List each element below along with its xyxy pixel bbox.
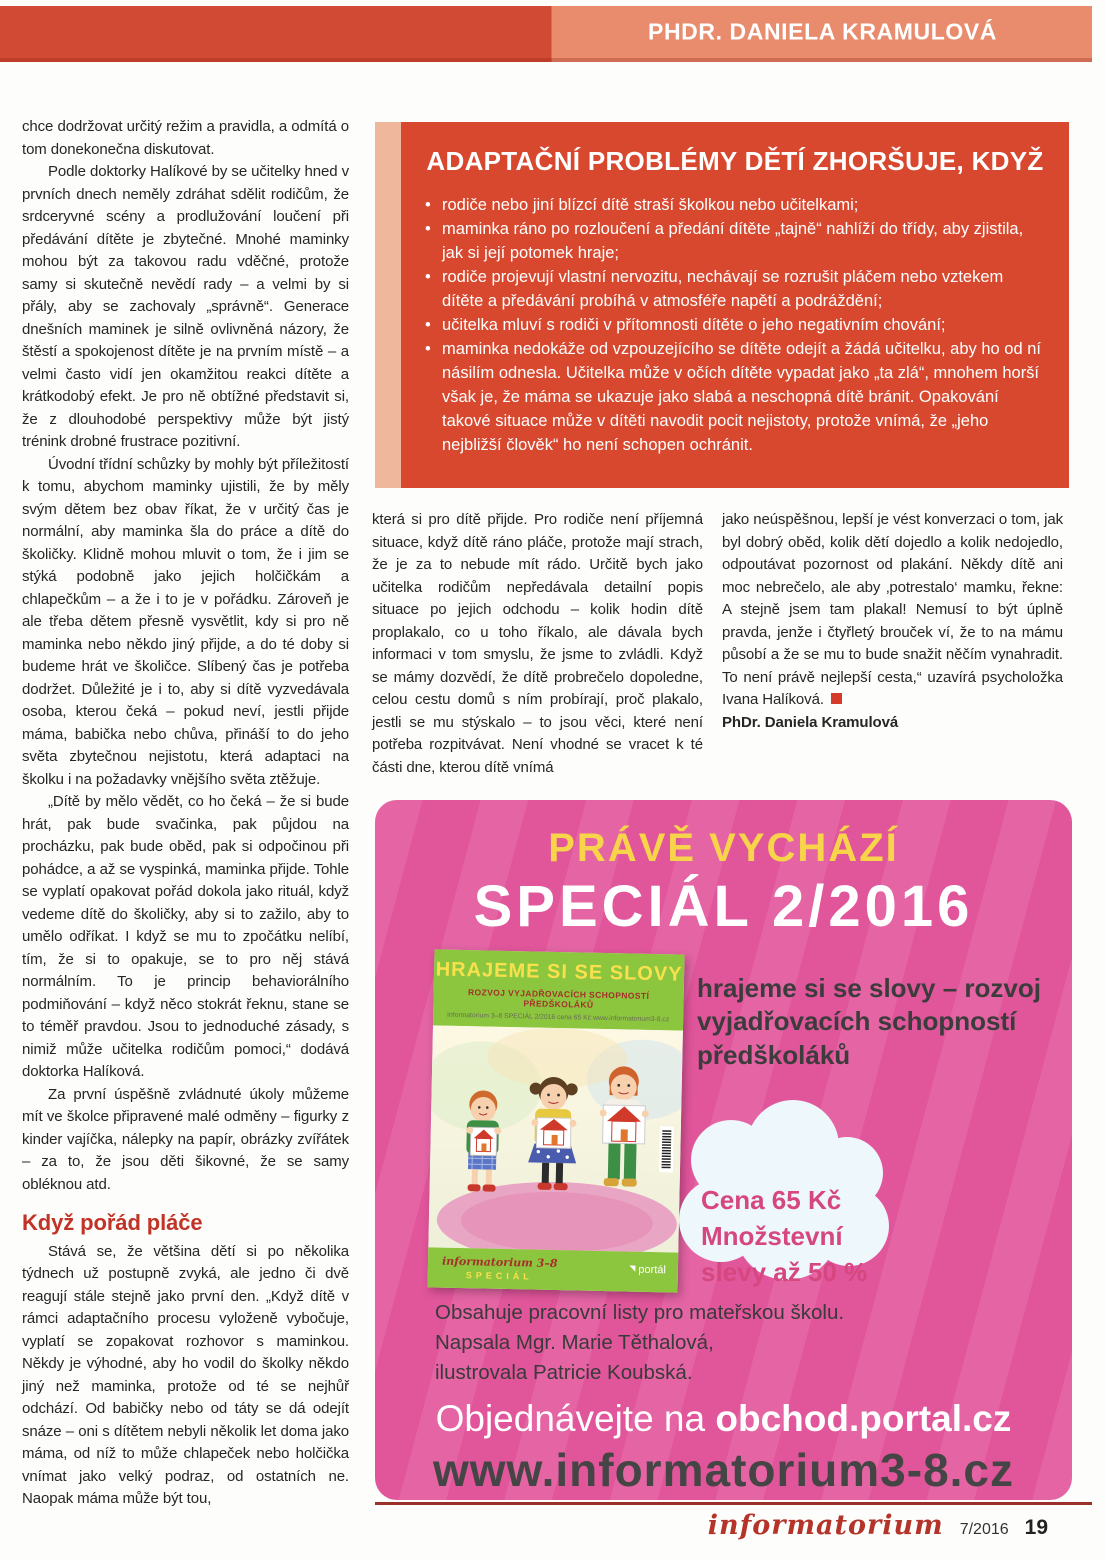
ad-description: [435, 1298, 844, 1388]
paragraph: Za první úspěšně zvládnuté úkoly můžeme mít ve školce připravené malé odměny – figurky z kinder vajíčka, nálepky na papír, obrázky zvířátek – za to, že jsou děti šikovné, že se samy obléknou atd.: [22, 1085, 349, 1193]
page-number: 19: [1024, 1516, 1048, 1539]
book-cover-title: HRAJEME SI SE SLOVY: [435, 958, 683, 986]
magazine-logo: informatorium: [707, 1510, 944, 1541]
advertisement: [375, 800, 1072, 1500]
book-brand-sub: SPECIÁL: [465, 1270, 533, 1282]
author-header-title: PHDR. DANIELA KRAMULOVÁ: [648, 18, 997, 45]
price-line: Cena 65 Kč: [701, 1185, 842, 1215]
article-column-middle: [372, 509, 703, 779]
infobox-bullet: • rodiče nebo jiní blízcí dítě straší školkou nebo učitelkami;: [425, 193, 1045, 217]
price-line: slevy až 50 %: [701, 1257, 868, 1287]
infobox-bullet: • rodiče projevují vlastní nervozitu, nechávají se rozrušit pláčem nebo vztekem dítěte a předávání probíhá v atmosféře napětí a podráždění;: [425, 265, 1045, 313]
page-header: [0, 6, 1092, 62]
ad-description-line: Obsahuje pracovní listy pro mateřskou školu.: [435, 1301, 845, 1324]
price-cloud: [669, 1098, 897, 1298]
paragraph: Úvodní třídní schůzky by mohly být příležitostí k tomu, abychom maminky ujistili, že by měly svým dětem bez obav říkat, že v určitý čas je normální, aby maminka šla do práce a dítě do školičky. Klidně mohou mluvit o tom, že i jim se stýká podobně jako jejich holčičkám a chlapečkům – a že i to je v pořádku. Zároveň je ale třeba dětem přesně vysvětlit, kdy si pro ně maminka nebo někdo jiný přijde, a do té doby si budeme hrát ve školičce. Slíbený čas je potřeba dodržet. Důležité je i to, aby si dítě vyzvedávala osoba, kterou čeká – pokud neví, jestli přijde máma, babička nebo chůva, přináší to do jeho světa zbytečnou nejistotu, která adaptaci na školku i na požadavky vnějšího světa ztěžuje.: [22, 455, 349, 788]
paragraph: chce dodržovat určitý režim a pravidla, a odmítá o tom donekonečna diskutovat.: [22, 118, 349, 158]
ad-headline: hrajeme si se slovy – rozvoj vyjadřovacích schopností předškoláků: [697, 973, 1041, 1070]
book-cover-art: [428, 1025, 683, 1252]
page-footer: [708, 1510, 1048, 1541]
book-cover-footer: [427, 1247, 678, 1292]
ad-kicker: PRÁVĚ VYCHÁZÍ: [548, 826, 899, 870]
author-byline: PhDr. Daniela Kramulová: [722, 713, 899, 731]
paragraph: která si pro dítě přijde. Pro rodiče není příjemná situace, když dítě ráno pláče, protože mají strach, že je za to nebude mít rádo. Určitě bych jako učitelka rodičům nepředávala detailní popis situace po jejich odchodu – kolik hodin dítě proplakalo, co u toho říkalo, ale dávala bych informaci v tom smyslu, že jsme to zvládli. Když se mámy dozvědí, že dítě probrečelo dopoledne, celou cestu domů s ním probírají, proč plakalo, jestli se mu stýskalo – to jsou věci, které není potřeba rozpitvávat. Není vhodné se vracet k té části dne, kterou dítě vnímá: [372, 511, 703, 776]
ad-order-site: obchod.portal.cz: [715, 1398, 1012, 1439]
infobox-bullet: • učitelka mluví s rodiči v přítomnosti dítěte o jeho negativním chování;: [425, 313, 1045, 337]
infobox-bullet: • maminka nedokáže od vzpouzejícího se dítěte odejít a žádá učitelku, aby ho od ní násilím odnesla. Učitelka může v očích dítěte vypadat jako „ta zlá“, mnohem horší však je, že máma se ukazuje jako slabá a neschopná dítě bránit. Opakování takové situace může v dítěti navodit pocit nejistoty, protože vnímá, že „jeho nejbližší člověk“ ho není schopen ochránit.: [425, 337, 1045, 457]
ad-website-url: www.informatorium3-8.cz: [432, 1444, 1015, 1496]
book-cover: [427, 949, 684, 1292]
infobox-title: ADAPTAČNÍ PROBLÉMY DĚTÍ ZHORŠUJE, KDYŽ: [426, 146, 1044, 176]
book-cover-meta: Informatorium 3–8 SPECIÁL 2/2016 cena 65 Kč www.informatorium3-8.cz: [446, 1011, 670, 1024]
footer-rule: [375, 1502, 1092, 1505]
article-column-right: [722, 509, 1063, 734]
section-heading: Když pořád pláče: [22, 1210, 203, 1235]
ad-order-line: [375, 1398, 1072, 1440]
paragraph: „Dítě by mělo vědět, co ho čeká – že si bude hrát, pak bude svačinka, pak půjdou na procházku, pak bude oběd, pak si odpočinou při pohádce, a až se vyspinká, maminka přijde. Tohle se vyplatí opakovat pořád dokola jako rituál, když vedeme dítě do školičky, aby si to zažilo, aby to umělo odříkat. I když se mu to zpočátku nelíbí, tím, že si to opakuje, se to pro něj stává normálním. To je princip behaviorálního podmiňování – když něco stokrát řeknu, stane se to téměř pravdou. Jsou to jednoduché zásady, s nimiž může učitelka rodičům pomoci,“ dodává doktorka Halíková.: [22, 793, 349, 1080]
price-text: [701, 1182, 867, 1290]
book-cover-header: [433, 949, 685, 1030]
publisher-logo: ◥ portál: [629, 1264, 666, 1277]
end-of-article-mark: [831, 693, 842, 704]
article-column-left: [22, 116, 349, 1511]
paragraph-text: jako neúspěšnou, lepší je vést konverzaci o tom, jak byl dobrý oběd, kolik dětí dojedlo a kolik nedojedlo, odpoutávat pozornost od plakání. Někdy dítě ani moc nebrečelo, ale aby ‚potrestalo‘ mamku, řekne: A stejně jsem tam plakal! Nemusí to být úplně pravda, jenže i čtyřletý brouček ví, že to na mámu působí a že se mu to bude snažit něčím vynahradit. To není právě nejlepší cesta,“ uzavírá psycholožka Ivana Halíková.: [722, 511, 1063, 708]
ad-order-prefix: Objednávejte na: [435, 1398, 716, 1439]
ad-description-line: Napsala Mgr. Marie Těthalová,: [435, 1331, 714, 1354]
infobox-bullet: • maminka ráno po rozloučení a předání dítěte „tajně“ nahlíží do třídy, aby zjistila, jak si její potomek hraje;: [425, 217, 1045, 265]
ad-description-line: ilustrovala Patricie Koubská.: [435, 1361, 693, 1384]
book-cover-illustration: [428, 1025, 683, 1252]
paragraph: Stává se, že většina dětí si po několika týdnech už postupně zvyká, ale jedno či dvě reagují stále stejně jako první den. „Když dítě v rámci adaptačního procesu vyloženě vybočuje, vyplatí se zopakovat rozhovor s maminkou. Někdy je výhodné, aby ho vodil do školky někdo jiný než maminka, protože od té se nejhůř odchází. Od babičky nebo od táty se dá odejít snáze – oni s dítětem nebyli několik let doma jako máma, od níž to může chlapeček nebo holčička vnímat jako velký podraz, od ostatních ne. Naopak máma může být tou,: [22, 1242, 349, 1507]
price-line: Množstevní: [701, 1221, 843, 1251]
infobox: [375, 122, 1069, 488]
issue-label: 7/2016: [959, 1521, 1009, 1538]
ad-title: SPECIÁL 2/2016: [473, 874, 974, 939]
book-cover-subtitle: ROZVOJ VYJADŘOVACÍCH SCHOPNOSTÍ PŘEDŠKOLÁKŮ: [467, 987, 650, 1010]
book-brand: informatorium 3–8: [441, 1254, 558, 1271]
infobox-bullet-list: [425, 193, 1045, 457]
paragraph: [722, 509, 1063, 712]
paragraph: Podle doktorky Halíkové by se učitelky hned v prvních dnech neměly zdráhat sdělit rodičům, že srdceryvné scény a prodlužování loučení při předávání dítěte je zbytečné. Mnohé maminky mohou být za takovou radu vděčné, protože samy si skutečně nevědí rady – a velmi by si přály, aby se zachovaly „správně“. Generace dnešních maminek je silně ovlivněná názory, že štěstí a spokojenost dítěte je na prvním místě – a velmi často vidí jen okamžitou reakci dítěte a krátkodobý efekt. Je pro ně obtížné představit si, že z dlouhodobé perspektivy může být jistý trénink drobné frustrace pozitivní.: [22, 163, 349, 450]
